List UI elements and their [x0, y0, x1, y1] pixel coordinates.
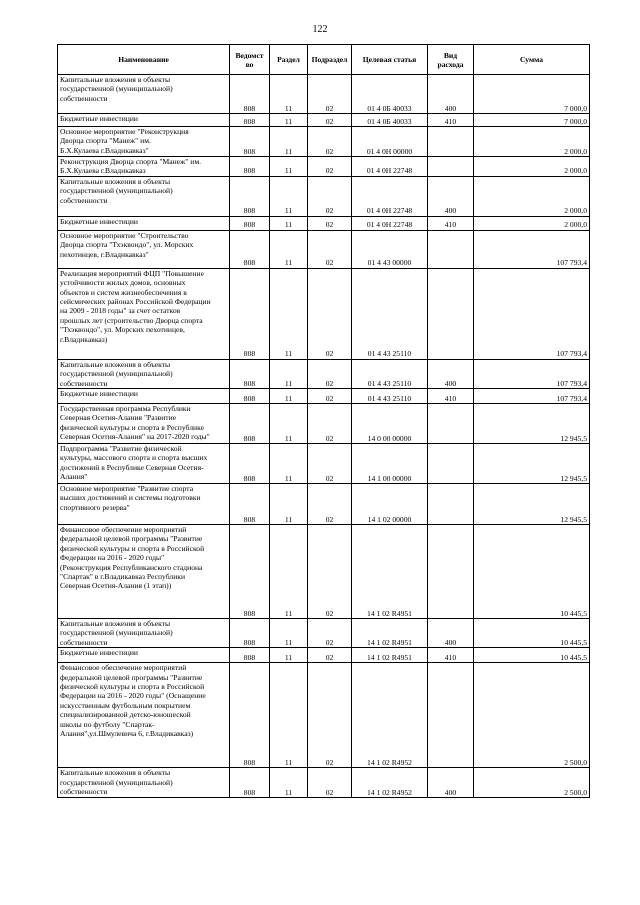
cell-dept: 808 — [230, 75, 270, 114]
cell-subsection: 02 — [308, 404, 352, 444]
header-target: Целевая статья — [352, 45, 428, 75]
table-row — [58, 75, 590, 114]
cell-name-line: Алания" — [60, 472, 88, 482]
cell-name — [58, 157, 230, 177]
cell-name-line: объектов и систем жизнеобеспечения в — [60, 287, 187, 297]
cell-subsection: 02 — [308, 216, 352, 230]
cell-subsection: 02 — [308, 444, 352, 484]
cell-name-line: прошлых лет (строительство Дворца спорта — [60, 315, 203, 325]
cell-amount: 12 945,5 — [474, 404, 590, 444]
table-row — [58, 127, 590, 157]
cell-name — [58, 75, 230, 114]
cell-name-line: сейсмических районах Российской Федерации — [60, 297, 211, 307]
table-row — [58, 648, 590, 663]
cell-name-line: на 2009 - 2018 годы" за счет остатков — [60, 306, 181, 316]
cell-target: 01 4 0Б 40033 — [352, 114, 428, 127]
table-body — [58, 75, 590, 798]
cell-name-line: Бюджетные инвестиции — [60, 114, 138, 123]
cell-name-line: специализированной детско-юношеской — [60, 710, 191, 720]
cell-expense-type: 400 — [428, 619, 474, 648]
cell-name-line: государственной (муниципальной) — [60, 628, 173, 638]
cell-name-line: г.Владикавказ) — [60, 334, 108, 344]
cell-target: 14 1 02 R4951 — [352, 525, 428, 619]
cell-section: 11 — [270, 230, 308, 268]
cell-name-line: Федерации на 2016 - 2020 годы" — [60, 553, 165, 563]
cell-name-line: физической культуры и спорта в Республике — [60, 422, 204, 432]
table-row — [58, 663, 590, 768]
cell-amount: 10 445,5 — [474, 648, 590, 663]
cell-subsection: 02 — [308, 768, 352, 798]
table-row — [58, 114, 590, 127]
cell-expense-type — [428, 230, 474, 268]
header-expense-type: Вид расхода — [428, 45, 474, 75]
cell-name — [58, 114, 230, 127]
cell-name — [58, 525, 230, 619]
cell-dept: 808 — [230, 127, 270, 157]
header-amount: Сумма — [474, 45, 590, 75]
cell-target: 14 1 02 R4951 — [352, 648, 428, 663]
cell-target: 01 4 0Н 00000 — [352, 127, 428, 157]
cell-amount: 2 000,0 — [474, 216, 590, 230]
cell-subsection: 02 — [308, 389, 352, 404]
cell-target: 14 1 02 R4952 — [352, 768, 428, 798]
cell-dept: 808 — [230, 176, 270, 216]
cell-name-line: Б.Х.Кулаева г.Владикавказ — [60, 166, 146, 176]
cell-name-line: Северная Осетия-Алания" на 2017-2020 годы" — [60, 432, 210, 442]
cell-name-line: Основное мероприятие "Развитие спорта — [60, 484, 194, 494]
cell-name-line: государственной (муниципальной) — [60, 84, 173, 94]
cell-name-line: Капитальные вложения в объекты — [60, 768, 171, 778]
cell-name — [58, 444, 230, 484]
cell-expense-type: 400 — [428, 176, 474, 216]
cell-name — [58, 268, 230, 359]
table-row — [58, 484, 590, 525]
cell-name-line: Реконструкция Дворца спорта "Манеж" им. — [60, 157, 202, 166]
cell-name-line: Основное мероприятие "Строительство — [60, 230, 189, 240]
table-row — [58, 404, 590, 444]
cell-amount: 7 000,0 — [474, 75, 590, 114]
table-row — [58, 389, 590, 404]
cell-name-line: собственности — [60, 787, 108, 797]
cell-subsection: 02 — [308, 484, 352, 525]
cell-dept: 808 — [230, 230, 270, 268]
budget-table — [57, 44, 590, 798]
cell-subsection: 02 — [308, 114, 352, 127]
cell-section: 11 — [270, 75, 308, 114]
cell-name-line: собственности — [60, 93, 108, 103]
cell-section: 11 — [270, 444, 308, 484]
table-row — [58, 157, 590, 177]
cell-amount: 2 000,0 — [474, 127, 590, 157]
cell-section: 11 — [270, 114, 308, 127]
cell-subsection: 02 — [308, 648, 352, 663]
header-dept: Ведомст во — [230, 45, 270, 75]
cell-amount: 107 793,4 — [474, 359, 590, 388]
cell-target: 01 4 0Н 22748 — [352, 216, 428, 230]
cell-name-line: Бюджетные инвестиции — [60, 389, 138, 399]
cell-name-line: собственности — [60, 378, 108, 388]
cell-expense-type: 400 — [428, 75, 474, 114]
cell-name — [58, 127, 230, 157]
cell-target: 01 4 43 25110 — [352, 359, 428, 388]
cell-name-line: собственности — [60, 637, 108, 647]
header-name: Наименование — [58, 45, 230, 75]
cell-amount: 107 793,4 — [474, 389, 590, 404]
cell-name — [58, 389, 230, 404]
cell-amount: 7 000,0 — [474, 114, 590, 127]
cell-name-line: Северная Осетия-Алания "Развитие — [60, 413, 177, 423]
cell-section: 11 — [270, 648, 308, 663]
table-row — [58, 268, 590, 359]
cell-name-line: устойчивости жилых домов, основных — [60, 278, 186, 288]
cell-target: 01 4 43 25110 — [352, 268, 428, 359]
cell-expense-type — [428, 404, 474, 444]
cell-name-line: Бюджетные инвестиции — [60, 648, 138, 658]
cell-name-line: Подпрограмма "Развитие физической — [60, 444, 182, 454]
cell-name-line: Государственная программа Республики — [60, 404, 191, 414]
cell-section: 11 — [270, 389, 308, 404]
cell-target: 01 4 0Н 22748 — [352, 157, 428, 177]
cell-name-line: Дворца спорта "Манеж" им. — [60, 136, 151, 146]
table-row — [58, 619, 590, 648]
cell-name — [58, 216, 230, 230]
cell-name-line: искусственным футбольным покрытием — [60, 700, 191, 710]
table-row — [58, 359, 590, 388]
cell-name-line: Основное мероприятие "Реконструкция — [60, 127, 189, 136]
header-subsection: Подраздел — [308, 45, 352, 75]
cell-name-line: Капитальные вложения в объекты — [60, 176, 171, 186]
cell-section: 11 — [270, 619, 308, 648]
cell-section: 11 — [270, 268, 308, 359]
cell-target: 14 1 02 R4951 — [352, 619, 428, 648]
cell-section: 11 — [270, 216, 308, 230]
cell-name-line: собственности — [60, 195, 108, 205]
cell-dept: 808 — [230, 389, 270, 404]
cell-amount: 2 000,0 — [474, 157, 590, 177]
cell-dept: 808 — [230, 619, 270, 648]
cell-section: 11 — [270, 176, 308, 216]
cell-subsection: 02 — [308, 157, 352, 177]
header-section: Раздел — [270, 45, 308, 75]
cell-target: 01 4 0Н 22748 — [352, 176, 428, 216]
cell-name — [58, 484, 230, 525]
cell-amount: 12 945,5 — [474, 444, 590, 484]
cell-amount: 107 793,4 — [474, 230, 590, 268]
cell-subsection: 02 — [308, 176, 352, 216]
cell-name-line: физической культуры и спорта в Российской — [60, 682, 205, 692]
cell-expense-type — [428, 444, 474, 484]
cell-section: 11 — [270, 484, 308, 525]
cell-target: 14 1 02 R4952 — [352, 663, 428, 768]
cell-expense-type: 400 — [428, 359, 474, 388]
cell-amount: 12 945,5 — [474, 484, 590, 525]
table-row — [58, 230, 590, 268]
cell-dept: 808 — [230, 359, 270, 388]
cell-name-line: Б.Х.Кулаева г.Владикавказ" — [60, 145, 149, 155]
cell-section: 11 — [270, 663, 308, 768]
cell-expense-type — [428, 157, 474, 177]
cell-name — [58, 663, 230, 768]
cell-name-line: государственной (муниципальной) — [60, 777, 173, 787]
cell-name-line: физической культуры и спорта в Российской — [60, 543, 205, 553]
cell-dept: 808 — [230, 444, 270, 484]
cell-name-line: высших достижений и системы подготовки — [60, 493, 201, 503]
cell-name-line: Федерации на 2016 - 2020 годы" (Оснащение — [60, 691, 206, 701]
cell-name-line: достижений в Республике Северная Осетия- — [60, 462, 204, 472]
cell-name-line: Реализация мероприятий ФЦП "Повышение — [60, 268, 204, 278]
table-row — [58, 525, 590, 619]
cell-dept: 808 — [230, 216, 270, 230]
cell-name-line: пехотинцев, г.Владикавказ" — [60, 249, 149, 259]
cell-expense-type: 410 — [428, 216, 474, 230]
cell-dept: 808 — [230, 648, 270, 663]
cell-name-line: Алания",ул.Шмулевича 6, г.Владикавказ) — [60, 729, 194, 739]
cell-name-line: государственной (муниципальной) — [60, 186, 173, 196]
cell-name-line: федеральной целевой программы "Развитие — [60, 534, 203, 544]
cell-expense-type — [428, 484, 474, 525]
cell-expense-type: 410 — [428, 389, 474, 404]
cell-subsection: 02 — [308, 127, 352, 157]
cell-expense-type — [428, 268, 474, 359]
cell-name-line: Капитальные вложения в объекты — [60, 75, 171, 84]
cell-name-line: федеральной целевой программы "Развитие — [60, 672, 203, 682]
cell-amount: 2 500,0 — [474, 663, 590, 768]
cell-subsection: 02 — [308, 525, 352, 619]
cell-subsection: 02 — [308, 268, 352, 359]
cell-section: 11 — [270, 404, 308, 444]
cell-expense-type: 410 — [428, 648, 474, 663]
cell-target: 14 1 02 00000 — [352, 484, 428, 525]
cell-dept: 808 — [230, 268, 270, 359]
cell-name-line: Финансовое обеспечение мероприятий — [60, 663, 187, 673]
cell-subsection: 02 — [308, 619, 352, 648]
cell-name-line: Бюджетные инвестиции — [60, 216, 138, 226]
cell-subsection: 02 — [308, 359, 352, 388]
cell-name-line: культуры, массового спорта и спорта высших — [60, 453, 208, 463]
cell-name-line: Капитальные вложения в объекты — [60, 619, 171, 629]
cell-name — [58, 404, 230, 444]
cell-target: 14 1 00 00000 — [352, 444, 428, 484]
cell-name-line: школы по футболу "Спартак- — [60, 719, 155, 729]
cell-name-line: Капитальные вложения в объекты — [60, 359, 171, 369]
cell-target: 01 4 43 25110 — [352, 389, 428, 404]
table-row — [58, 768, 590, 798]
cell-expense-type — [428, 663, 474, 768]
cell-subsection: 02 — [308, 230, 352, 268]
cell-dept: 808 — [230, 484, 270, 525]
cell-name-line: Дворца спорта "Тхэквондо", ул. Морских — [60, 240, 194, 250]
cell-name — [58, 176, 230, 216]
cell-amount: 107 793,4 — [474, 268, 590, 359]
cell-dept: 808 — [230, 768, 270, 798]
cell-section: 11 — [270, 525, 308, 619]
table-row — [58, 176, 590, 216]
cell-name-line: "Спартак" в г.Владикавказ Республики — [60, 572, 186, 582]
cell-name-line: Северная Осетия-Алания (1 этап)) — [60, 581, 172, 591]
cell-name-line: (Реконструкция Республиканского стадиона — [60, 562, 203, 572]
table-row — [58, 444, 590, 484]
cell-name-line: Финансовое обеспечение мероприятий — [60, 525, 187, 535]
cell-dept: 808 — [230, 663, 270, 768]
cell-name — [58, 648, 230, 663]
cell-name — [58, 230, 230, 268]
cell-name-line: спортивного резерва" — [60, 502, 130, 512]
cell-target: 01 4 0Б 40033 — [352, 75, 428, 114]
cell-name — [58, 359, 230, 388]
table-header-row — [58, 45, 590, 75]
cell-amount: 10 445,5 — [474, 525, 590, 619]
table-row — [58, 216, 590, 230]
cell-section: 11 — [270, 359, 308, 388]
cell-name — [58, 619, 230, 648]
page-number: 122 — [312, 24, 328, 35]
cell-subsection: 02 — [308, 663, 352, 768]
cell-dept: 808 — [230, 404, 270, 444]
cell-expense-type — [428, 525, 474, 619]
cell-section: 11 — [270, 768, 308, 798]
cell-dept: 808 — [230, 157, 270, 177]
cell-expense-type: 410 — [428, 114, 474, 127]
cell-section: 11 — [270, 157, 308, 177]
cell-amount: 10 445,5 — [474, 619, 590, 648]
cell-amount: 2 500,0 — [474, 768, 590, 798]
cell-expense-type: 400 — [428, 768, 474, 798]
cell-expense-type — [428, 127, 474, 157]
cell-section: 11 — [270, 127, 308, 157]
cell-name — [58, 768, 230, 798]
cell-name-line: "Тхэквондо", ул. Морских пехотинцев, — [60, 325, 185, 335]
cell-name-line: государственной (муниципальной) — [60, 369, 173, 379]
cell-target: 01 4 43 00000 — [352, 230, 428, 268]
cell-subsection: 02 — [308, 75, 352, 114]
cell-dept: 808 — [230, 525, 270, 619]
cell-dept: 808 — [230, 114, 270, 127]
cell-target: 14 0 00 00000 — [352, 404, 428, 444]
cell-amount: 2 000,0 — [474, 176, 590, 216]
